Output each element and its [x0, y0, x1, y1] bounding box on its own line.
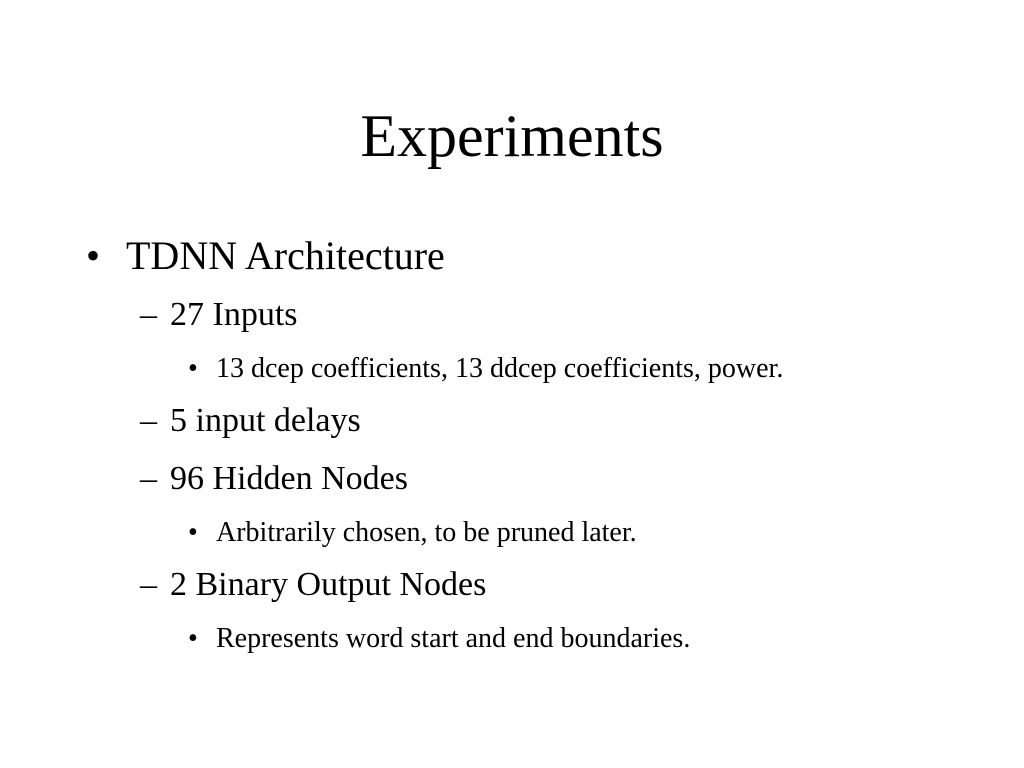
- bullet-text: TDNN Architecture: [126, 233, 445, 278]
- dash-glyph: –: [140, 402, 157, 439]
- dash-glyph: –: [140, 296, 157, 333]
- slide-title: Experiments: [360, 103, 664, 169]
- bullet-text: 13 dcep coefficients, 13 ddcep coefficients, power.: [216, 353, 784, 384]
- bullet-text: 96 Hidden Nodes: [170, 460, 408, 497]
- bullet-text: Represents word start and end boundaries.: [216, 623, 691, 654]
- bullet-text: 2 Binary Output Nodes: [170, 566, 487, 603]
- bullet-glyph: •: [86, 233, 101, 278]
- dash-glyph: –: [140, 566, 157, 603]
- dash-glyph: –: [140, 460, 157, 497]
- bullet-glyph: •: [188, 353, 198, 384]
- bullet-glyph: •: [188, 623, 198, 654]
- bullet-glyph: •: [188, 517, 198, 548]
- bullet-text: 27 Inputs: [170, 296, 298, 333]
- bullet-text: 5 input delays: [170, 402, 361, 439]
- bullet-text: Arbitrarily chosen, to be pruned later.: [216, 517, 637, 548]
